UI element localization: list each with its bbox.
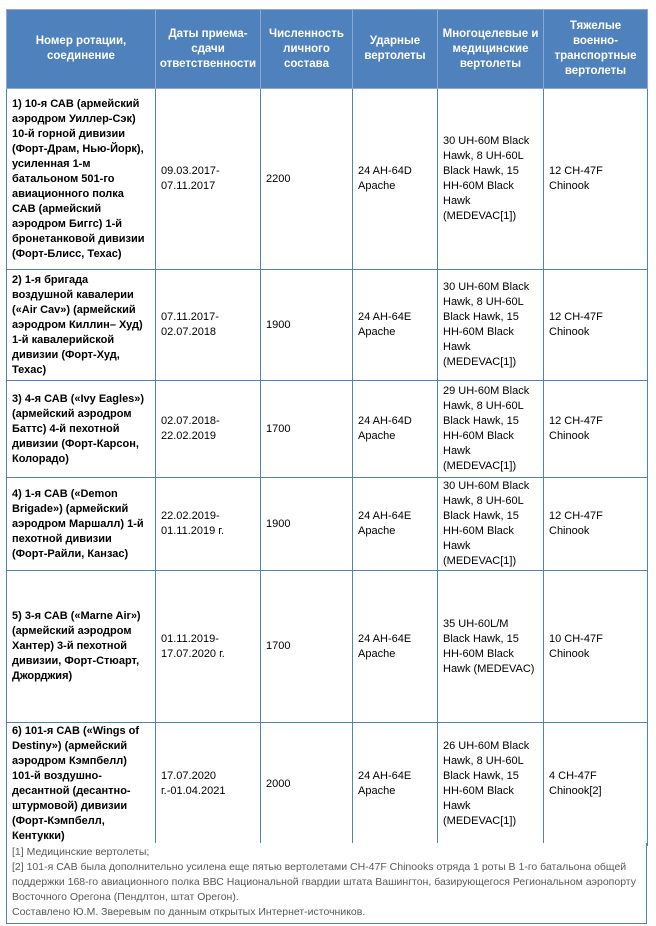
cell-transport: 10 CH-47F Chinook (544, 571, 648, 723)
cell-personnel: 2000 (261, 723, 353, 846)
cell-rotation: 3) 4-я САВ («Ivy Eagles») (армейский аэродром Баттс) 4-й пехотной дивизии (Форт-Карсон, Колорадо) (7, 381, 156, 478)
cell-multirole: 30 UH-60M Black Hawk, 8 UH-60L Black Hawk, 15 HH-60M Black Hawk (MEDEVAC[1]) (438, 89, 544, 270)
cell-multirole: 30 UH-60M Black Hawk, 8 UH-60L Black Hawk, 15 HH-60M Black Hawk (MEDEVAC[1]) (438, 270, 544, 381)
table-row (7, 270, 648, 381)
header-multirole-helicopters: Многоцелевые и медицинские вертолеты (438, 10, 544, 89)
header-row (7, 10, 648, 89)
cell-multirole: 26 UH-60M Black Hawk, 8 UH-60L Black Hawk, 15 HH-60M Black Hawk (MEDEVAC[1]) (438, 723, 544, 846)
cell-dates: 02.07.2018-22.02.2019 (156, 381, 261, 478)
header-attack-helicopters: Ударные вертолеты (353, 10, 438, 89)
cell-transport: 4 CH-47F Chinook[2] (544, 723, 648, 846)
cell-attack: 24 AH-64D Apache (353, 381, 438, 478)
cell-dates: 01.11.2019-17.07.2020 г. (156, 571, 261, 723)
cell-attack: 24 AH-64E Apache (353, 270, 438, 381)
cell-transport: 12 CH-47F Chinook (544, 381, 648, 478)
cell-dates: 22.02.2019-01.11.2019 г. (156, 478, 261, 571)
table-row (7, 571, 648, 723)
cell-personnel: 2200 (261, 89, 353, 270)
cell-dates: 07.11.2017-02.07.2018 (156, 270, 261, 381)
cell-attack: 24 AH-64D Apache (353, 89, 438, 270)
footnote-1: [1] Медицинские вертолеты; (12, 846, 150, 858)
source-note: Составлено Ю.М. Зверевым по данным открытых Интернет-источников. (12, 906, 366, 918)
cell-rotation: 2) 1-я бригада воздушной кавалерии («Air Cav») (армейский аэродром Киллин– Худ) 1-й кавалерийской дивизии (Форт-Худ, Техас) (7, 270, 156, 381)
cell-personnel: 1700 (261, 571, 353, 723)
cell-personnel: 1700 (261, 381, 353, 478)
header-rotation: Номер ротации, соединение (7, 10, 156, 89)
cell-transport: 12 CH-47F Chinook (544, 270, 648, 381)
cell-transport: 12 CH-47F Chinook (544, 89, 648, 270)
cell-rotation: 6) 101-я САВ («Wings of Destiny») (армейский аэродром Кэмпбелл) 101-й воздушно-десантной (десантно-штурмовой) дивизии (Форт-Кэмпбелл, Кентукки) (7, 723, 156, 846)
cell-rotation: 4) 1-я САВ («Demon Brigade») (армейский аэродром Маршалл) 1-й пехотной дивизии (Форт-Райли, Канзас) (7, 478, 156, 571)
table-body (7, 89, 648, 846)
cell-rotation: 1) 10-я САВ (армейский аэродром Уиллер-Сэк) 10-й горной дивизии (Форт-Драм, Нью-Йорк), усиленная 1-м батальоном 501-го авиационного полка САВ (армейский аэродром Биггс) 1-й бронетанковой дивизии (Форт-Блисс, Техас) (7, 89, 156, 270)
header-personnel: Численность личного состава (261, 10, 353, 89)
cell-multirole: 35 UH-60L/M Black Hawk, 15 HH-60M Black Hawk (MEDEVAC) (438, 571, 544, 723)
header-heavy-transport-helicopters: Тяжелые военно-транспортные вертолеты (544, 10, 648, 89)
cell-multirole: 30 UH-60M Black Hawk, 8 UH-60L Black Hawk, 15 HH-60M Black Hawk (MEDEVAC[1]) (438, 478, 544, 571)
cell-transport: 12 CH-47F Chinook (544, 478, 648, 571)
table-row (7, 89, 648, 270)
footnote-2: [2] 101-я САВ была дополнительно усилена еще пятью вертолетами CH-47F Chinooks отряда 1 роты В 1-го батальона общей поддержки 168-го авиационного полка ВВС Национальной гвардии штата Вашингтон, базирующегося Региональном аэропорту Восточного Орегона (Пендлтон, штат Орегон). (12, 861, 636, 903)
cell-dates: 17.07.2020 г.-01.04.2021 (156, 723, 261, 846)
cell-multirole: 29 UH-60M Black Hawk, 8 UH-60L Black Hawk, 15 HH-60M Black Hawk (MEDEVAC[1]) (438, 381, 544, 478)
cell-rotation: 5) 3-я САВ («Marne Air») (армейский аэродром Хантер) 3-й пехотной дивизии, Форт-Стюарт, Джорджия) (7, 571, 156, 723)
table-row (7, 478, 648, 571)
table-row (7, 381, 648, 478)
cell-attack: 24 AH-64E Apache (353, 478, 438, 571)
rotation-table (6, 9, 648, 846)
cell-personnel: 1900 (261, 270, 353, 381)
cell-personnel: 1900 (261, 478, 353, 571)
cell-dates: 09.03.2017-07.11.2017 (156, 89, 261, 270)
footnotes (6, 843, 647, 924)
cell-attack: 24 AH-64E Apache (353, 723, 438, 846)
header-dates: Даты приема-сдачи ответственности (156, 10, 261, 89)
cell-attack: 24 AH-64E Apache (353, 571, 438, 723)
table-header (7, 10, 648, 89)
table-row (7, 723, 648, 846)
